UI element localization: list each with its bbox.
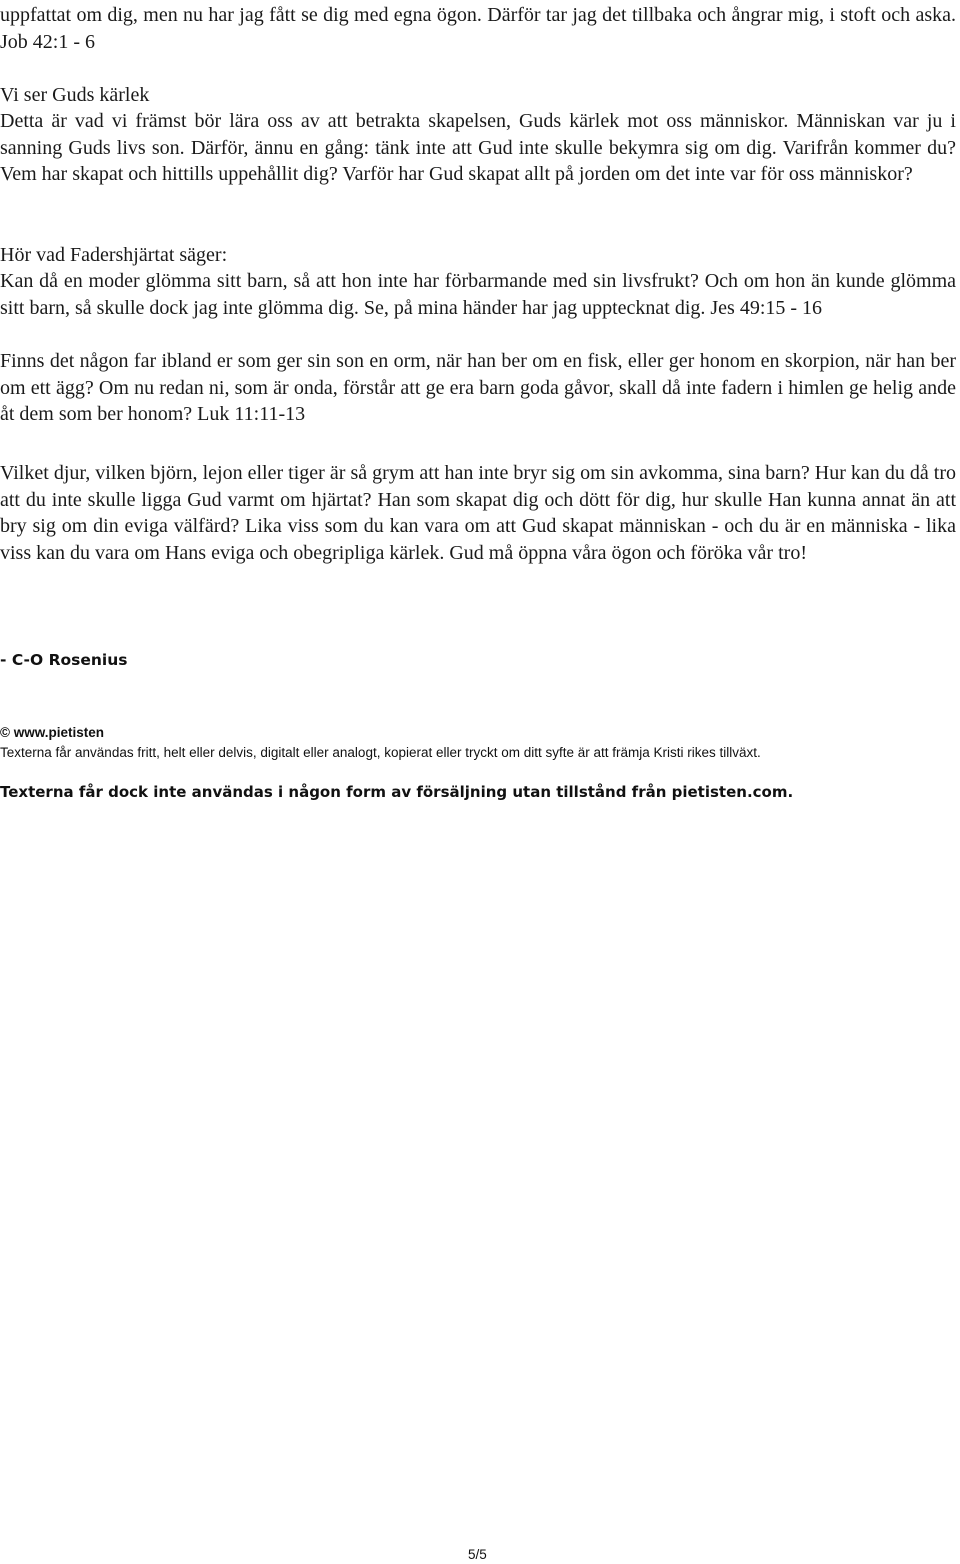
quote-isaiah: Kan då en moder glömma sitt barn, så att hon inte har förbarmande med sin livsfrukt? Och om hon än kunde glömma sitt barn, så skulle dock jag inte glömma dig. Se, på mina händer har jag upptecknat dig. Jes 49:15 - 16 — [0, 270, 956, 319]
page-number: 5/5 — [468, 1547, 487, 1562]
paragraph-job-quote: uppfattat om dig, men nu har jag fått se dig med egna ögon. Därför tar jag det tillbaka och ångrar mig, i stoft och aska. Job 42:1 - 6 — [0, 4, 956, 53]
father-heart-intro: Hör vad Fadershjärtat säger: — [0, 244, 228, 266]
paragraph-gods-love: Detta är vad vi främst bör lära oss av att betrakta skapelsen, Guds kärlek mot oss människor. Människan var ju i sanning Guds livs son. Därför, ännu en gång: tänk inte att Gud inte skulle bekymra sig om dig. Varifrån kommer du? Vem har skapat och hittills uppehållit dig? Varför har Gud skapat allt på jorden om det inte var för oss människor? — [0, 110, 956, 185]
license-text: Texterna får användas fritt, helt eller delvis, digitalt eller analogt, kopierat eller tryckt om ditt syfte är att främja Kristi rikes tillväxt. — [0, 745, 761, 760]
quote-luke: Finns det någon far ibland er som ger sin son en orm, när han ber om en fisk, eller ger honom en skorpion, när han ber om ett ägg? Om nu redan ni, som är onda, förstår att ge era barn goda gåvor, skall då inte fadern i himlen ge helig ande åt dem som ber honom? Luk 11:11-13 — [0, 350, 956, 425]
author-signature: - C-O Rosenius — [0, 651, 128, 669]
sale-notice: Texterna får dock inte användas i någon form av försäljning utan tillstånd från pietisten.com. — [0, 783, 794, 801]
copyright-line: © www.pietisten — [0, 725, 104, 740]
section-heading: Vi ser Guds kärlek — [0, 84, 150, 106]
paragraph-animals: Vilket djur, vilken björn, lejon eller tiger är så grym att han inte bryr sig om sin avkomma, sina barn? Hur kan du då tro att du inte skulle ligga Gud varmt om hjärtat? Han som skapat dig och dött för dig, hur skulle Han kunna annat än att bry sig om din eviga välfärd? Lika viss som du kan vara om att Gud skapat människan - och du är en människa - lika viss kan du vara om Hans eviga och obegripliga kärlek. Gud må öppna våra ögon och föröka vår tro! — [0, 462, 956, 564]
